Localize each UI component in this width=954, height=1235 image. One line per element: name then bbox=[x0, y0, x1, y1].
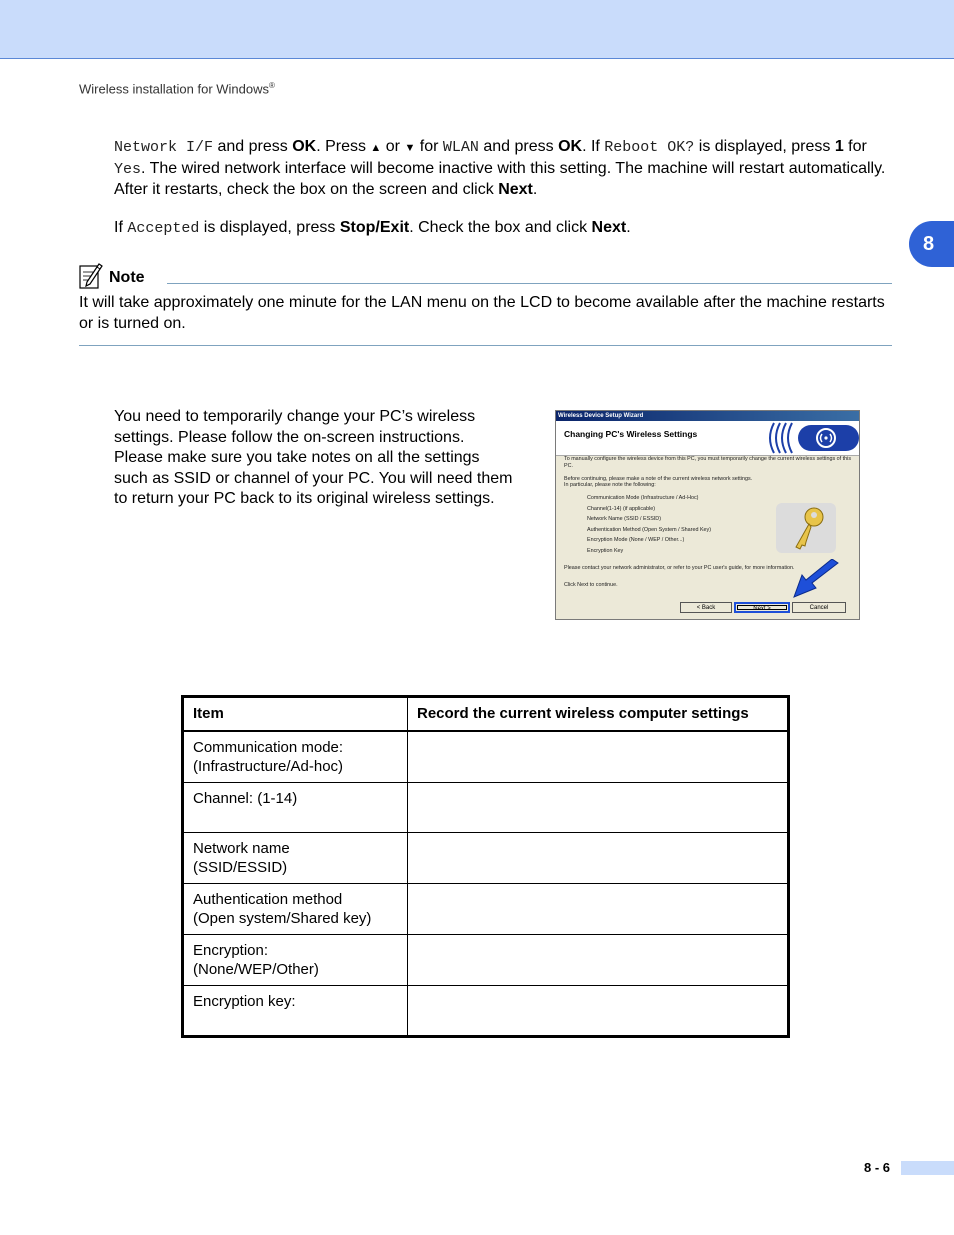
item-cell: Encryption: (None/WEP/Other) bbox=[183, 935, 408, 986]
table-row bbox=[183, 783, 789, 833]
down-arrow-icon: ▼ bbox=[404, 142, 416, 154]
table-row bbox=[183, 731, 789, 783]
wizard-window-title: Wireless Device Setup Wizard bbox=[556, 411, 859, 421]
note-text: It will take approximately one minute for the LAN menu on the LCD to become available after the machine restarts or is turned on. bbox=[79, 294, 885, 332]
wizard-list-item: Encryption Mode (None / WEP / Other...) bbox=[587, 537, 685, 544]
pointing-arrow-icon bbox=[792, 559, 840, 599]
item-cell: Network name (SSID/ESSID) bbox=[183, 833, 408, 884]
column-header-record: Record the current wireless computer settings bbox=[408, 697, 789, 732]
item-cell: Encryption key: bbox=[183, 986, 408, 1037]
chapter-tab: 8 bbox=[909, 221, 954, 267]
item-cell: Communication mode: (Infrastructure/Ad-hoc) bbox=[183, 731, 408, 783]
wizard-screenshot bbox=[555, 410, 860, 620]
record-cell[interactable] bbox=[408, 884, 789, 935]
note-label: Note bbox=[109, 269, 145, 286]
wireless-logo-icon bbox=[764, 421, 859, 455]
wizard-next-button[interactable]: Next > bbox=[734, 602, 790, 613]
wizard-banner-title: Changing PC's Wireless Settings bbox=[564, 429, 698, 439]
record-cell[interactable] bbox=[408, 731, 789, 783]
table-row bbox=[183, 884, 789, 935]
wizard-list-item: Encryption Key bbox=[587, 547, 624, 554]
column-header-item: Item bbox=[183, 697, 408, 732]
wizard-list-item: Network Name (SSID / ESSID) bbox=[587, 516, 661, 523]
table-row bbox=[183, 935, 789, 986]
step-paragraph-1: Network I/F and press OK. Press ▲ or ▼ for WLAN and press OK. If Reboot OK? is displayed, press 1 for Yes. The wired network interface will become inactive with this setting. The machine will restart automatically. After it restarts, check the box on the screen and click Next. bbox=[114, 138, 886, 198]
table-row bbox=[183, 986, 789, 1037]
record-cell[interactable] bbox=[408, 833, 789, 884]
wizard-back-button[interactable]: < Back bbox=[680, 602, 732, 613]
note-bottom-divider bbox=[79, 345, 892, 346]
note-heading bbox=[79, 262, 892, 292]
wizard-list-item: Channel(1-14) (if applicable) bbox=[587, 505, 656, 512]
item-cell: Authentication method (Open system/Shared key) bbox=[183, 884, 408, 935]
key-icon bbox=[776, 503, 836, 553]
note-pencil-icon bbox=[79, 262, 103, 290]
table-row bbox=[183, 833, 789, 884]
item-cell: Channel: (1-14) bbox=[183, 783, 408, 833]
wizard-body: To manually configure the wireless device from this PC, you must temporarily change the current wireless settings of this PC. Before continuing, please make a note of the current wireless network settings. In particular, please note the following: Communication Mode (Infrastructure / Ad-Hoc) Channel(1-14) (if applicable) Network Name (SSID / ESSID) Authentication Method (Open System / Shared Key) Encryption Mode (None / WEP / Other...) Encryption Key Please contact your network administrator, or refer to your PC user's guide, for more information. Click Next to continue. bbox=[564, 456, 856, 589]
header-section-title: Wireless installation for Windows® bbox=[79, 81, 275, 97]
wizard-banner bbox=[556, 421, 859, 456]
instruction-text: You need to temporarily change your PC’s wireless settings. Please follow the on-screen instructions. Please make sure you take notes on all the settings such as SSID or channel of your PC. You will need them to return your PC back to its original wireless settings. bbox=[114, 408, 513, 507]
wizard-cancel-button[interactable]: Cancel bbox=[792, 602, 846, 613]
up-arrow-icon: ▲ bbox=[370, 142, 382, 154]
record-cell[interactable] bbox=[408, 986, 789, 1037]
step-paragraph-2: If Accepted is displayed, press Stop/Exit. Check the box and click Next. bbox=[114, 219, 631, 237]
settings-record-table bbox=[181, 695, 790, 1038]
wizard-list-item: Authentication Method (Open System / Shared Key) bbox=[587, 526, 712, 533]
wizard-list-item: Communication Mode (Infrastructure / Ad-Hoc) bbox=[587, 495, 699, 502]
record-cell[interactable] bbox=[408, 935, 789, 986]
record-cell[interactable] bbox=[408, 783, 789, 833]
table-header-row bbox=[183, 697, 789, 732]
header-band bbox=[0, 0, 954, 59]
footer-tab bbox=[901, 1161, 954, 1175]
note-divider bbox=[167, 283, 892, 284]
page-number: 8 - 6 bbox=[864, 1160, 891, 1175]
